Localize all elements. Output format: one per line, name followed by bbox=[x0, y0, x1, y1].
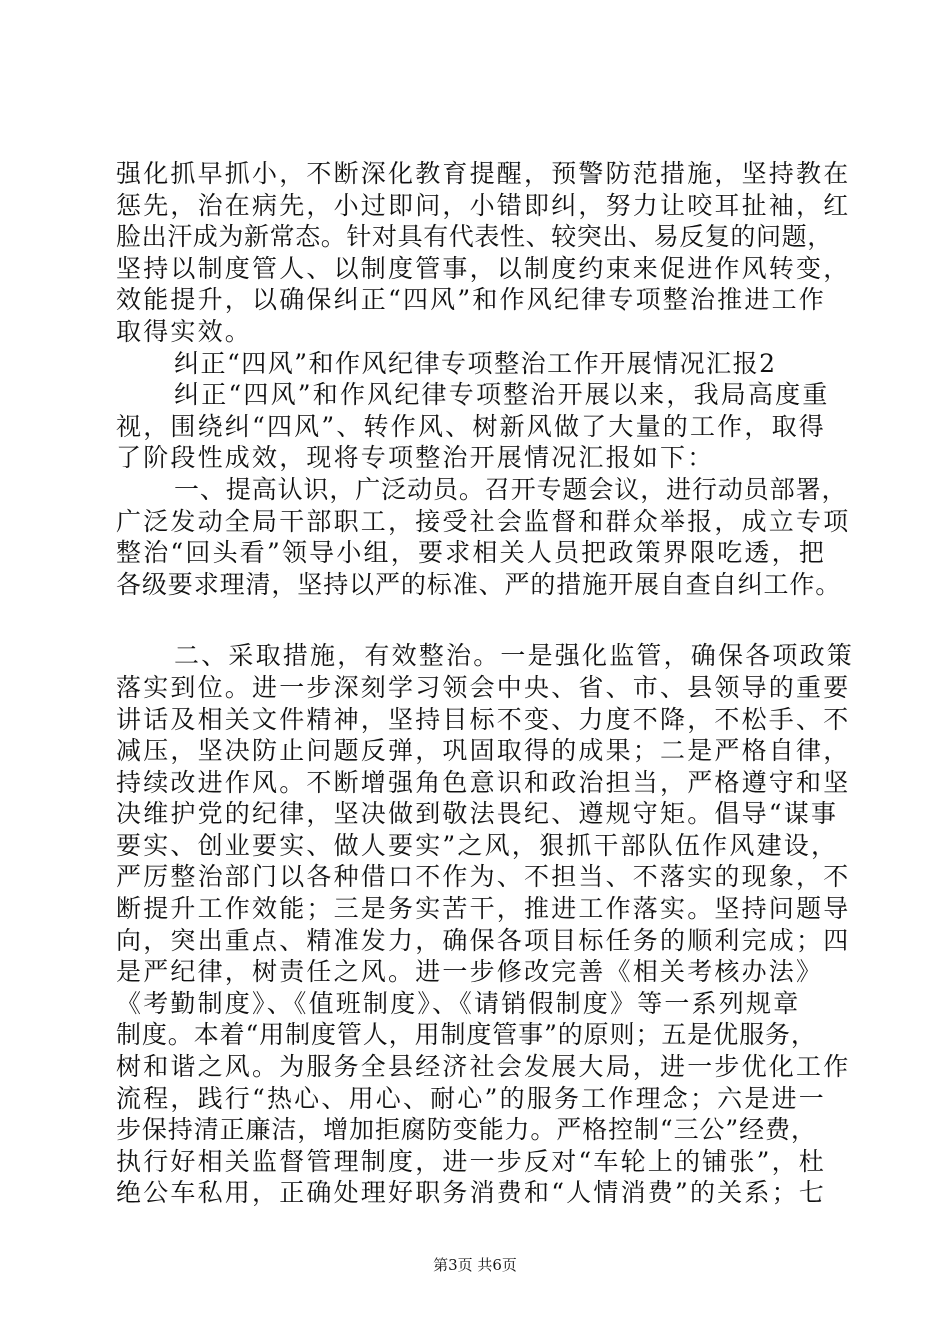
text-line: 取得实效。 bbox=[116, 316, 253, 346]
text-line: 各级要求理清，坚持以严的标准、严的措施开展自查自纠工作。 bbox=[116, 569, 842, 599]
text-line: 强化抓早抓小，不断深化教育提醒，预警防范措施，坚持教在 bbox=[116, 159, 851, 188]
text-line: 脸出汗成为新常态。针对具有代表性、较突出、易反复的问题， bbox=[116, 222, 833, 252]
text-line: 步保持清正廉洁，增加拒腐防变能力。严格控制“三公”经费， bbox=[116, 1115, 817, 1145]
paragraph-1 bbox=[116, 158, 851, 348]
text-line: 绝公车私用，正确处理好职务消费和“人情消费”的关系；七 bbox=[116, 1178, 826, 1208]
text-line: 《考勤制度》、《值班制度》、《请销假制度》等一系列规章 bbox=[116, 988, 801, 1018]
text-line: 了阶段性成效，现将专项整治开展情况汇报如下： bbox=[116, 443, 715, 473]
text-line: 持续改进作风。不断增强角色意识和政治担当，严格遵守和坚 bbox=[116, 767, 851, 797]
text-line: 广泛发动全局干部职工，接受社会监督和群众举报，成立专项 bbox=[116, 506, 851, 536]
text-line: 视，围绕纠“四风”、转作风、树新风做了大量的工作，取得 bbox=[116, 411, 826, 441]
text-line: 纠正“四风”和作风纪律专项整治开展以来，我局高度重 bbox=[174, 380, 830, 410]
paragraph-2 bbox=[116, 379, 841, 474]
section-heading: 纠正“四风”和作风纪律专项整治工作开展情况汇报2 bbox=[174, 348, 777, 378]
text-line: 树和谐之风。为服务全县经济社会发展大局，进一步优化工作 bbox=[116, 1052, 851, 1082]
text-line: 二、采取措施，有效整治。一是强化监管，确保各项政策 bbox=[174, 641, 855, 671]
paragraph-3 bbox=[116, 474, 851, 600]
document-body bbox=[116, 158, 855, 1209]
text-line: 严厉整治部门以各种借口不作为、不担当、不落实的现象，不 bbox=[116, 862, 851, 892]
text-line: 决维护党的纪律，坚决做到敬法畏纪、遵规守矩。倡导“谋事 bbox=[116, 799, 839, 829]
paragraph-gap bbox=[116, 600, 841, 640]
text-line: 是严纪律，树责任之风。进一步修改完善《相关考核办法》 bbox=[116, 957, 824, 987]
text-line: 减压，坚决防止问题反弹，巩固取得的成果；二是严格自律， bbox=[116, 736, 851, 766]
text-line: 坚持以制度管人、以制度管事，以制度约束来促进作风转变， bbox=[116, 253, 851, 283]
text-line: 效能提升，以确保纠正“四风”和作风纪律专项整治推进工作 bbox=[116, 285, 826, 315]
text-line: 整治“回头看”领导小组，要求相关人员把政策界限吃透，把 bbox=[116, 538, 826, 568]
text-line: 落实到位。进一步深刻学习领会中央、省、市、县领导的重要 bbox=[116, 672, 851, 702]
text-line: 流程，践行“热心、用心、耐心”的服务工作理念；六是进一 bbox=[116, 1083, 826, 1113]
text-line: 向，突出重点、精准发力，确保各项目标任务的顺利完成；四 bbox=[116, 925, 851, 955]
text-line: 惩先，治在病先，小过即问，小错即纠，努力让咬耳扯袖，红 bbox=[116, 190, 851, 220]
text-line: 一、提高认识，广泛动员。召开专题会议，进行动员部署， bbox=[174, 474, 848, 504]
page-footer: 第3页 共6页 bbox=[433, 1256, 517, 1274]
paragraph-4 bbox=[116, 640, 855, 1209]
text-line: 要实、创业要实、做人要实”之风，狠抓干部队伍作风建设， bbox=[116, 830, 839, 860]
text-line: 执行好相关监督管理制度，进一步反对“车轮上的铺张”，杜 bbox=[116, 1146, 826, 1176]
text-line: 讲话及相关文件精神，坚持目标不变、力度不降，不松手、不 bbox=[116, 704, 851, 734]
text-line: 断提升工作效能；三是务实苦干，推进工作落实。坚持问题导 bbox=[116, 894, 851, 924]
text-line: 制度。本着“用制度管人，用制度管事”的原则；五是优服务， bbox=[116, 1020, 817, 1050]
